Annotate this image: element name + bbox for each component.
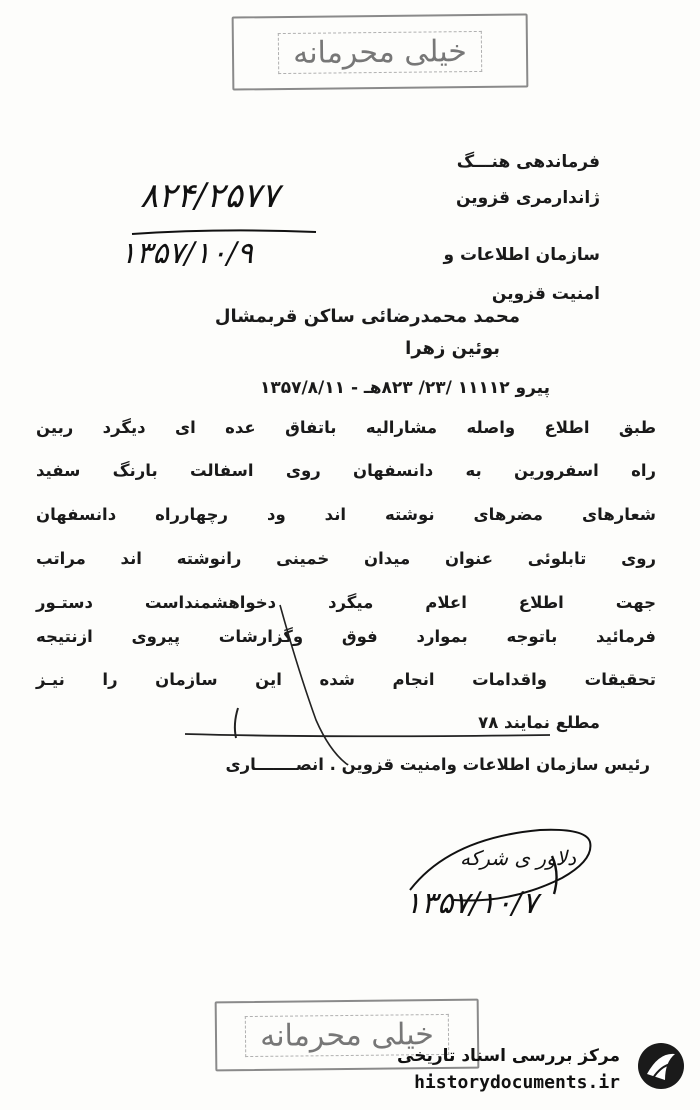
- recipient-line-2: ژاندارمری قزوین: [456, 188, 600, 208]
- bottom-stamp-text: خیلی محرمانه: [245, 1013, 449, 1056]
- handwritten-reference-date: ۱۳۵۷/۱۰/۹: [120, 236, 254, 271]
- body-line-1: طبق اطلاع واصله مشارالیه باتفاق عده ای دیگرد ربین: [36, 418, 656, 437]
- body-line-4: روی تابلوئی عنوان میدان خمینی رانوشته اند مراتب: [36, 549, 656, 568]
- handwritten-date: ۱۳۵۷/۱۰/۷: [405, 886, 539, 921]
- body-line-5: جهت اطلاع اعلام میگرد دخواهشمنداست دستـور: [36, 593, 656, 612]
- archive-logo-icon: [635, 1040, 685, 1092]
- archive-center-name: مرکز بررسی اسناد تاریخی: [397, 1046, 620, 1066]
- archive-website[interactable]: historydocuments.ir: [414, 1072, 620, 1093]
- subject-line-2: بوئین زهرا: [405, 338, 500, 359]
- top-secret-stamp: [232, 13, 529, 90]
- top-stamp-text: خیلی محرمانه: [278, 30, 482, 73]
- recipient-line-1: فرماندهی هنـــگ: [456, 152, 600, 172]
- handwritten-note: دلاور ی شرکه: [460, 846, 577, 870]
- sender-line-1: سازمان اطلاعات و: [443, 245, 600, 265]
- handwritten-strokes: [180, 600, 560, 780]
- body-line-6: فرمائید باتوجه بموارد فوق وگزارشات پیروی ازنتیجه: [36, 627, 656, 646]
- body-line-8: مطلع نمایند ۷۸: [478, 713, 600, 732]
- body-line-3: شعارهای مضرهای نوشته اند ود رچهارراه دانسفهان: [36, 505, 656, 524]
- signature-line: رئیس سازمان اطلاعات وامنیت قزوین . انصـــــــاری: [225, 755, 650, 774]
- sender-line-2: امنیت قزوین: [491, 284, 600, 304]
- subject-line-1: محمد محمدرضائی ساکن قربمشال: [214, 306, 520, 327]
- body-line-7: تحقیقات واقدامات انجام شده این سازمان را نیـز: [36, 670, 656, 689]
- handwritten-reference-number: ۸۲۴/۲۵۷۷: [140, 176, 280, 216]
- body-line-2: راه اسفرورین به دانسفهان روی اسفالت بارنگ سفید: [36, 461, 656, 480]
- reference-line: پیرو ۱۱۱۱۲ /۲۳/ ۸۲۳هـ - ۱۳۵۷/۸/۱۱: [259, 378, 550, 398]
